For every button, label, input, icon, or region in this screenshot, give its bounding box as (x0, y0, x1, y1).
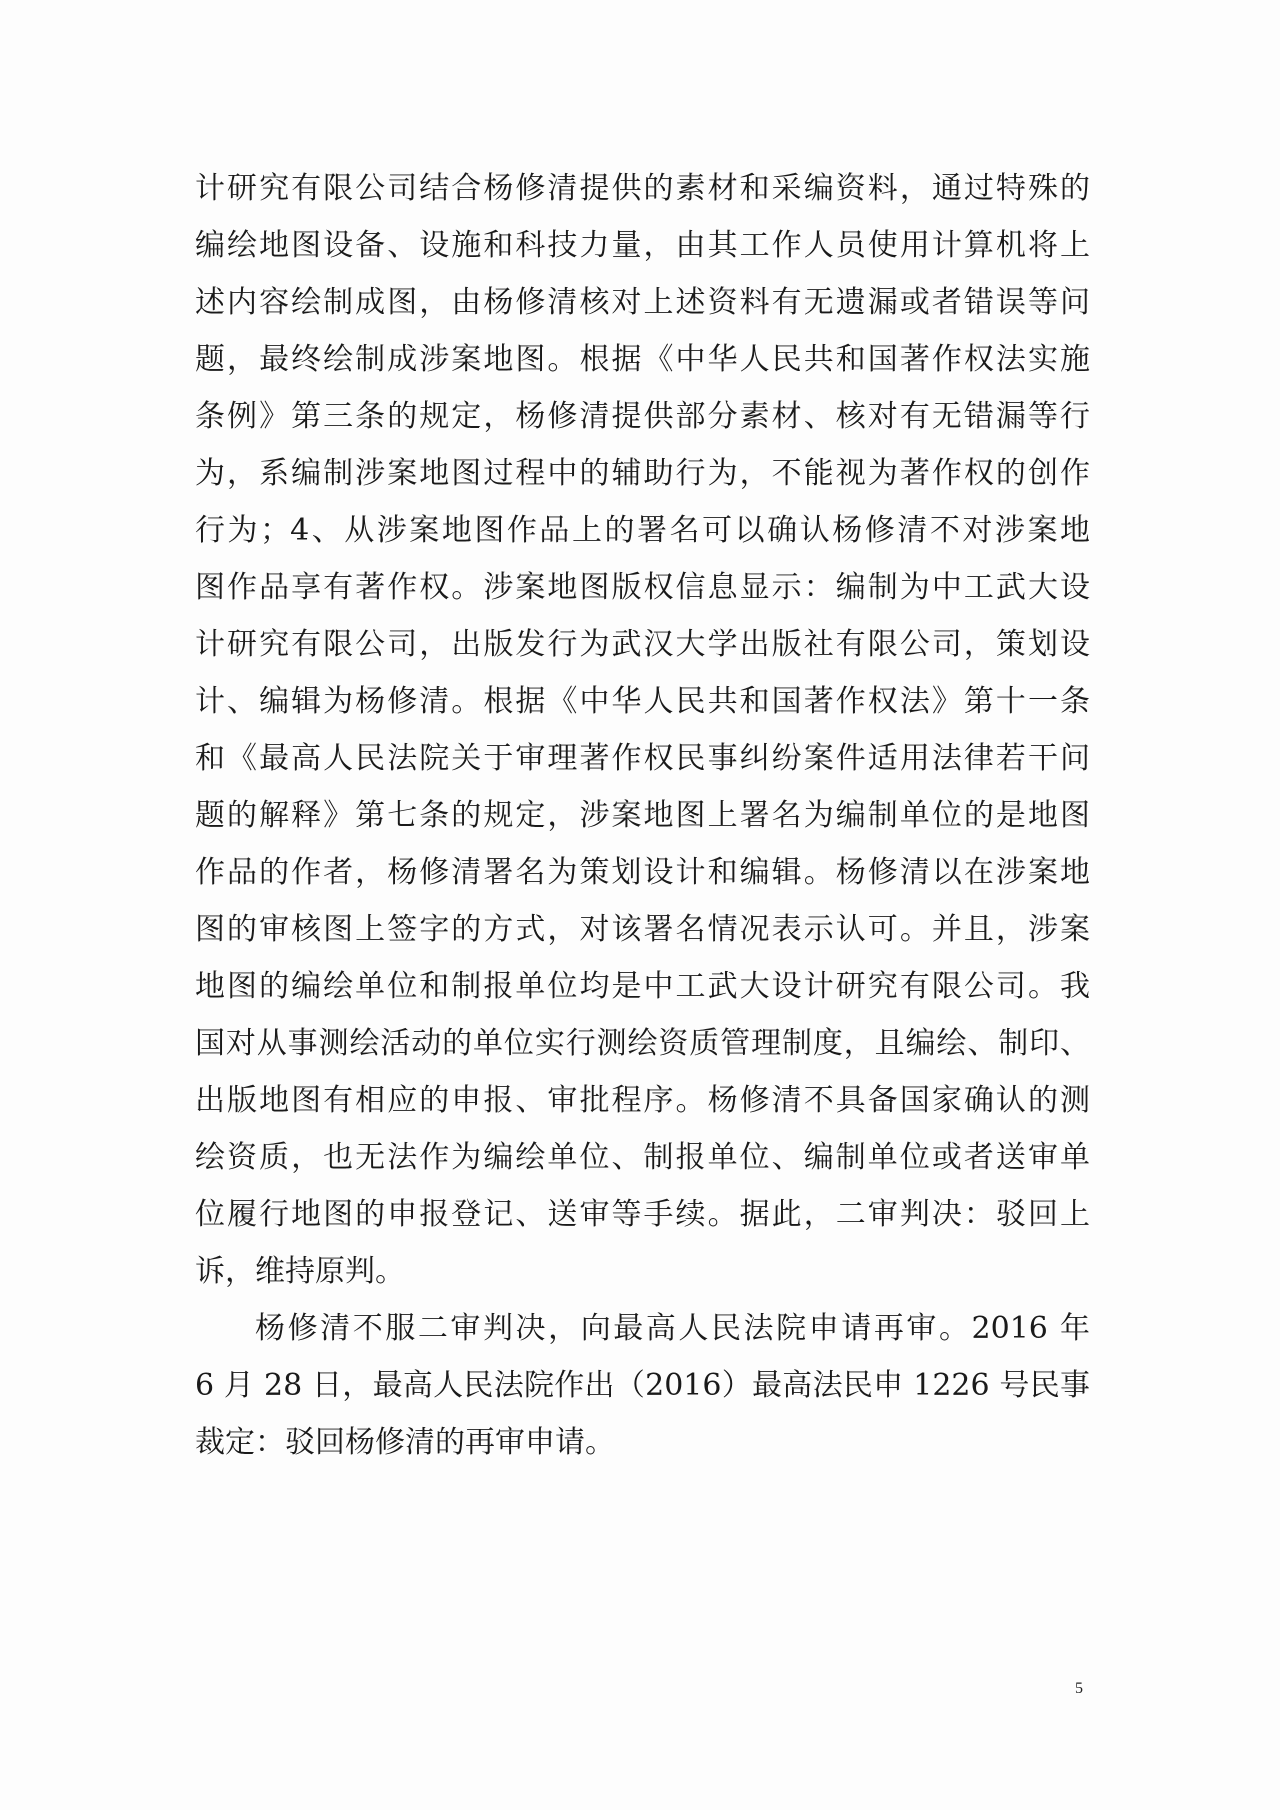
text-line: 杨修清不服二审判决，向最高人民法院申请再审。2016 年 (255, 1311, 1090, 1346)
text-line: 国对从事测绘活动的单位实行测绘资质管理制度，且编绘、制印、 (195, 1026, 1090, 1061)
text-line: 出版地图有相应的申报、审批程序。杨修清不具备国家确认的测 (195, 1083, 1090, 1118)
text-line: 计研究有限公司结合杨修清提供的素材和采编资料，通过特殊的 (195, 171, 1090, 206)
text-line: 位履行地图的申报登记、送审等手续。据此，二审判决：驳回上 (195, 1197, 1090, 1232)
text-line: 为，系编制涉案地图过程中的辅助行为，不能视为著作权的创作 (195, 456, 1090, 491)
text-line: 作品的作者，杨修清署名为策划设计和编辑。杨修清以在涉案地 (195, 855, 1090, 890)
text-line: 地图的编绘单位和制报单位均是中工武大设计研究有限公司。我 (195, 969, 1090, 1004)
text-line: 图作品享有著作权。涉案地图版权信息显示：编制为中工武大设 (195, 570, 1090, 605)
page-number: 5 (1075, 1680, 1083, 1697)
text-line: 题，最终绘制成涉案地图。根据《中华人民共和国著作权法实施 (195, 342, 1090, 377)
body-text (195, 160, 1090, 1471)
text-line: 裁定：驳回杨修清的再审申请。 (195, 1425, 615, 1460)
text-line: 绘资质，也无法作为编绘单位、制报单位、编制单位或者送审单 (195, 1140, 1090, 1175)
text-line: 计、编辑为杨修清。根据《中华人民共和国著作权法》第十一条 (195, 684, 1090, 719)
text-line: 6 月 28 日，最高人民法院作出（2016）最高法民申 1226 号民事 (195, 1368, 1090, 1403)
text-line: 诉，维持原判。 (195, 1254, 405, 1289)
text-line: 图的审核图上签字的方式，对该署名情况表示认可。并且，涉案 (195, 912, 1090, 947)
text-line: 条例》第三条的规定，杨修清提供部分素材、核对有无错漏等行 (195, 399, 1090, 434)
text-line: 题的解释》第七条的规定，涉案地图上署名为编制单位的是地图 (195, 798, 1090, 833)
text-line: 编绘地图设备、设施和科技力量，由其工作人员使用计算机将上 (195, 228, 1090, 263)
text-line: 和《最高人民法院关于审理著作权民事纠纷案件适用法律若干问 (195, 741, 1090, 776)
text-line: 述内容绘制成图，由杨修清核对上述资料有无遗漏或者错误等问 (195, 285, 1090, 320)
text-line: 计研究有限公司，出版发行为武汉大学出版社有限公司，策划设 (195, 627, 1090, 662)
text-line: 行为；4、从涉案地图作品上的署名可以确认杨修清不对涉案地 (195, 513, 1090, 548)
